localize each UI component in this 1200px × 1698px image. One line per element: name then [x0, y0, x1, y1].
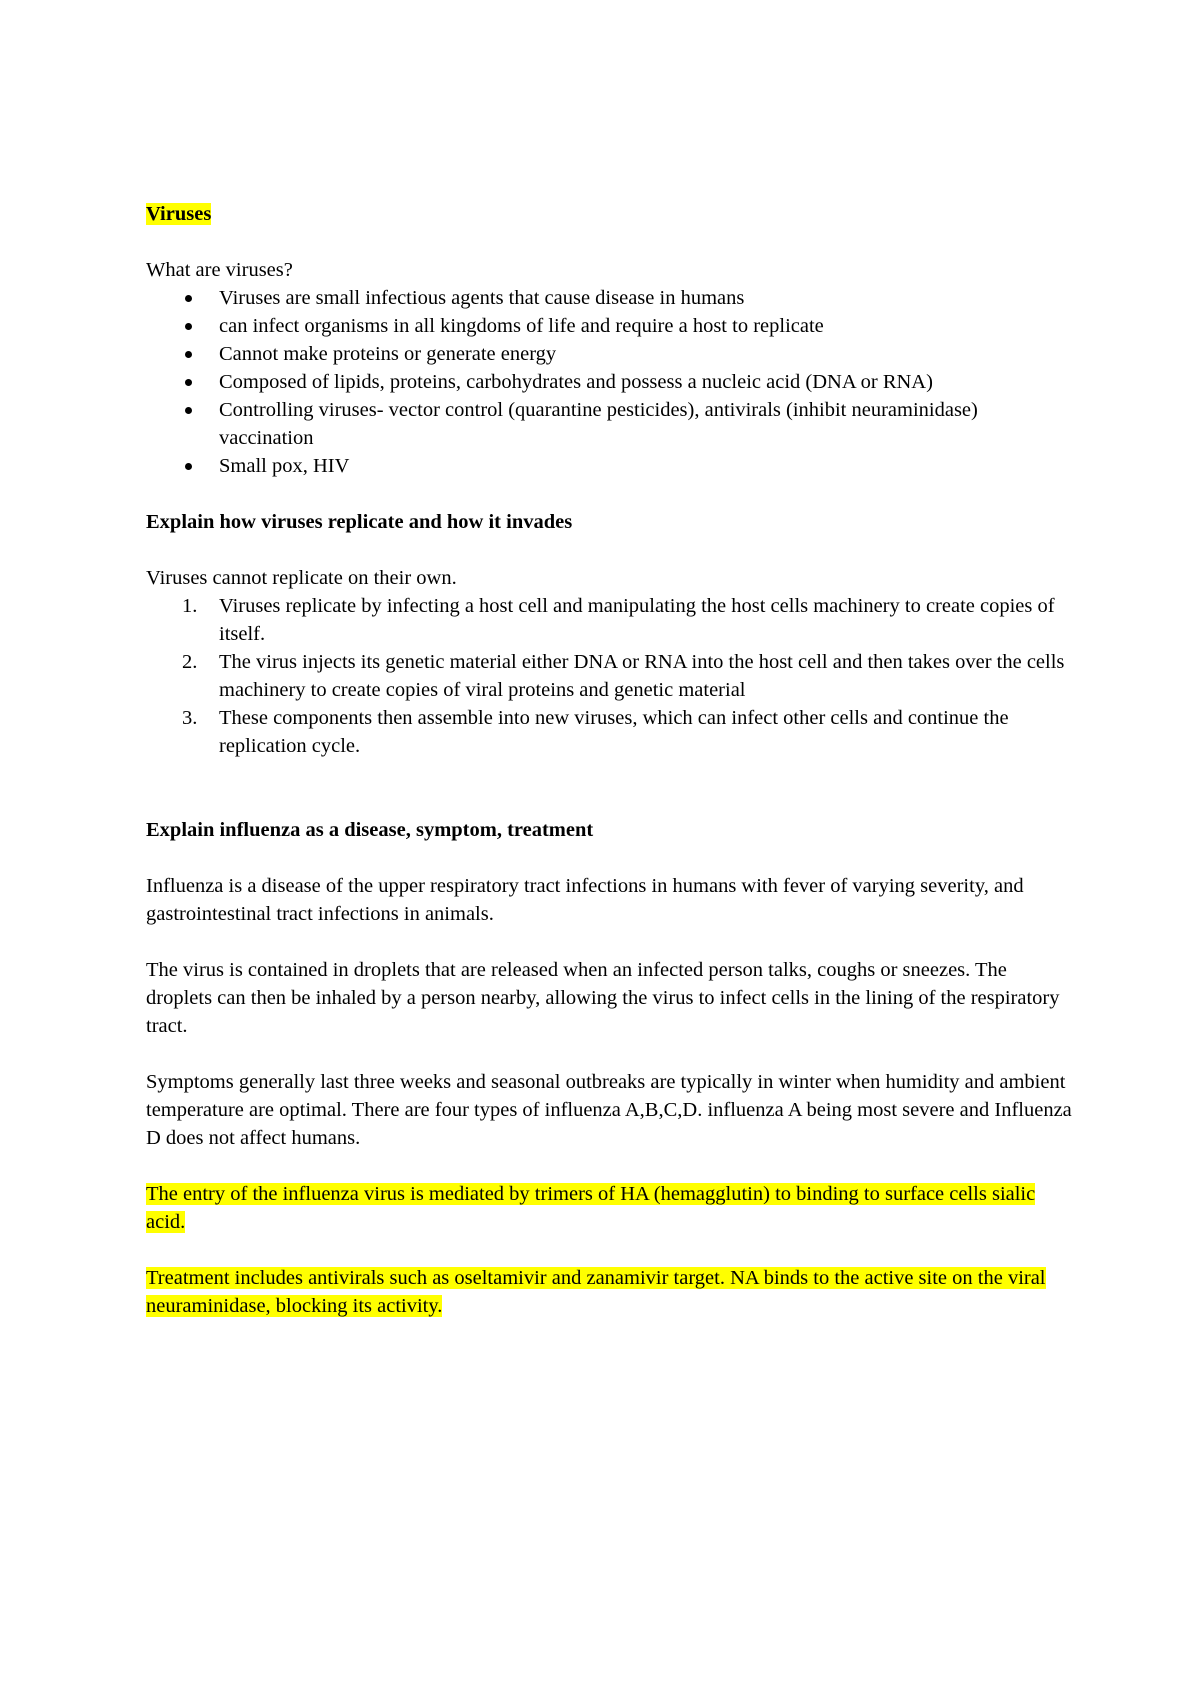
- virus-facts-list: [146, 284, 1076, 480]
- influenza-paragraph: Symptoms generally last three weeks and seasonal outbreaks are typically in winter when humidity and ambient temperature are optimal. There are four types of influenza A,B,C,D. influenza A being most severe and Influenza D does not affect humans.: [146, 1071, 1072, 1149]
- highlighted-paragraph: [146, 1180, 1076, 1236]
- document-title: [146, 200, 1076, 228]
- replication-steps-list: [146, 592, 1076, 760]
- document-page: [146, 200, 1076, 1320]
- highlight: The entry of the influenza virus is mediated by trimers of HA (hemagglutin) to binding to surface cells sialic acid.: [146, 1183, 1036, 1233]
- list-item: [182, 704, 1076, 760]
- list-item: Composed of lipids, proteins, carbohydrates and possess a nucleic acid (DNA or RNA): [219, 368, 1076, 396]
- list-item: [182, 592, 1076, 648]
- influenza-paragraph: Influenza is a disease of the upper respiratory tract infections in humans with fever of varying severity, and gastrointestinal tract infections in animals.: [146, 875, 1024, 925]
- section1-intro: What are viruses?: [146, 259, 293, 281]
- influenza-paragraph: The virus is contained in droplets that are released when an infected person talks, coughs or sneezes. The droplets can then be inhaled by a person nearby, allowing the virus to infect cells in the lining of the respiratory tract.: [146, 959, 1060, 1037]
- step-text: The virus injects its genetic material either DNA or RNA into the host cell and then takes over the cells machinery to create copies of viral proteins and genetic material: [219, 651, 1065, 701]
- list-item: Controlling viruses- vector control (quarantine pesticides), antivirals (inhibit neuraminidase) vaccination: [219, 396, 1076, 452]
- section2-heading: Explain how viruses replicate and how it invades: [146, 511, 573, 533]
- list-item: Small pox, HIV: [219, 452, 1076, 480]
- highlighted-paragraph: [146, 1264, 1076, 1320]
- step-number: 3.: [182, 707, 198, 729]
- list-item: can infect organisms in all kingdoms of life and require a host to replicate: [219, 312, 1076, 340]
- list-item: Cannot make proteins or generate energy: [219, 340, 1076, 368]
- list-item: [182, 648, 1076, 704]
- list-item: Viruses are small infectious agents that cause disease in humans: [219, 284, 1076, 312]
- highlight: Treatment includes antivirals such as oseltamivir and zanamivir target. NA binds to the active site on the viral neuraminidase, blocking its activity.: [146, 1267, 1046, 1317]
- section3-heading: Explain influenza as a disease, symptom, treatment: [146, 819, 594, 841]
- section2-intro: Viruses cannot replicate on their own.: [146, 567, 457, 589]
- title-highlight: Viruses: [146, 203, 212, 225]
- step-number: 2.: [182, 651, 198, 673]
- step-text: Viruses replicate by infecting a host cell and manipulating the host cells machinery to create copies of itself.: [219, 595, 1055, 645]
- step-number: 1.: [182, 595, 198, 617]
- step-text: These components then assemble into new viruses, which can infect other cells and continue the replication cycle.: [219, 707, 1009, 757]
